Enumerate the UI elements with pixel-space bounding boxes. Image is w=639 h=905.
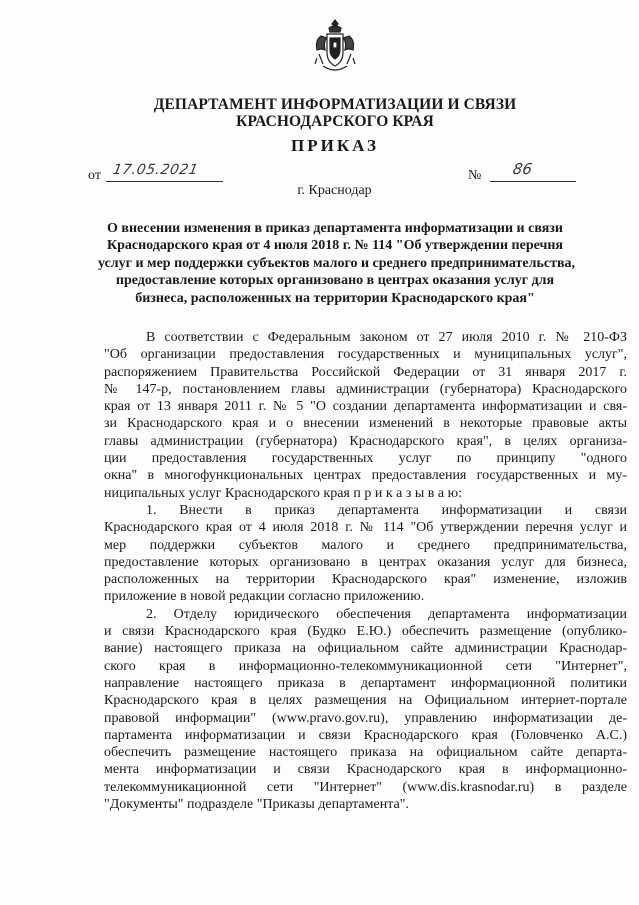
text-line: телекоммуникационной сети "Интернет" (www.dis.krasnodar.ru) в разделе xyxy=(104,779,627,795)
text-line: распоряжением Правительства Российской Федерации от 31 января 2017 г. xyxy=(104,364,627,380)
text-line: Краснодарского края от 4 июля 2018 г. № 114 "Об утверждении перечня услуг и xyxy=(104,520,627,536)
text-line: края от 13 января 2011 г. № 5 "О создании департамента информатизации и свя- xyxy=(104,399,627,415)
number-underline xyxy=(490,181,576,182)
city-name: г. Краснодар xyxy=(297,183,372,198)
text-line: вание) настоящего приказа на официальном сайте администрации Краснодар- xyxy=(104,641,627,657)
document-type-title: ПРИКАЗ xyxy=(291,136,379,155)
text-line: 1. Внести в приказ департамента информатизации и связи xyxy=(146,502,627,518)
text-line: окна" в многофункциональных центрах предоставления государственных и му- xyxy=(104,468,627,484)
handwritten-date: 17.05.2021 xyxy=(111,162,200,178)
coat-of-arms-emblem xyxy=(313,18,357,76)
text-line: ции предоставления государственных услуг по принципу "одного xyxy=(104,451,627,467)
text-line: и связи Краснодарского края (Будко Е.Ю.) обеспечить размещение (опублико- xyxy=(104,624,627,640)
order-heading xyxy=(98,220,576,307)
text-line: приложение в новой редакции согласно приложению. xyxy=(104,589,425,605)
text-line: обеспечить размещение настоящего приказа на официальном сайте департа- xyxy=(104,745,627,761)
text-line: предоставление которых организовано в центрах оказания услуг для бизнеса, xyxy=(104,554,627,570)
text-line: правовой информации" (www.pravo.gov.ru), управлению информатизации де- xyxy=(104,710,627,726)
number-prefix: № xyxy=(468,168,482,183)
department-name-line2: КРАСНОДАРСКОГО КРАЯ xyxy=(236,113,434,130)
department-name-line1: ДЕПАРТАМЕНТ ИНФОРМАТИЗАЦИИ И СВЯЗИ xyxy=(153,96,517,113)
date-prefix: от xyxy=(88,168,101,183)
text-line: главы администрации (губернатора) Краснодарского края", в целях организа- xyxy=(104,433,627,449)
item-1-paragraph xyxy=(104,502,627,606)
text-line: "Об организации предоставления государственных и муниципальных услуг", xyxy=(104,347,627,363)
text-line: 2. Отделу юридического обеспечения департамента информатизации xyxy=(146,606,627,622)
text-line: "Документы" подразделе "Приказы департамента". xyxy=(104,797,409,813)
heading-line: предоставление которых организовано в центрах оказания услуг для xyxy=(115,273,555,289)
text-line: В соответствии с Федеральным законом от 27 июля 2010 г. № 210-ФЗ xyxy=(146,330,627,345)
text-line: партамента информатизации и связи Краснодарского края (Головченко А.С.) xyxy=(104,727,627,743)
text-line: направление настоящего приказа в департамент информационной политики xyxy=(104,675,627,691)
text-line: расположенных на территории Краснодарского края" изменение, изложив xyxy=(104,572,627,588)
heading-line: Краснодарского края от 4 июля 2018 г. № 114 "Об утверждении перечня xyxy=(106,238,564,254)
text-line: ского края в информационно-телекоммуникационной сети "Интернет", xyxy=(104,658,627,674)
item-2-paragraph xyxy=(104,606,627,814)
date-underline xyxy=(106,181,223,182)
heading-line: услуг и мер поддержки субъектов малого и среднего предпринимательства, xyxy=(98,255,576,271)
text-line: мента информатизации и связи Краснодарского края в информационно- xyxy=(104,762,627,778)
heading-line: О внесении изменения в приказ департамента информатизации и связи xyxy=(107,221,563,236)
preamble-paragraph xyxy=(104,329,627,502)
text-line: мер поддержки субъектов малого и среднего предпринимательства, xyxy=(104,537,627,553)
handwritten-number: 86 xyxy=(511,160,534,178)
heading-line: бизнеса, расположенных на территории Краснодарского края" xyxy=(135,290,535,306)
text-line: ниципальных услуг Краснодарского края п р и к а з ы в а ю: xyxy=(104,485,462,501)
text-line: зи Краснодарского края и о внесении изменений в некоторые правовые акты xyxy=(104,416,627,432)
text-line: № 147-р, постановлением главы администрации (губернатора) Краснодарского xyxy=(104,381,627,397)
order-body xyxy=(104,329,627,813)
text-line: Краснодарского края в целях размещения на Официальном интернет-портале xyxy=(104,693,627,709)
